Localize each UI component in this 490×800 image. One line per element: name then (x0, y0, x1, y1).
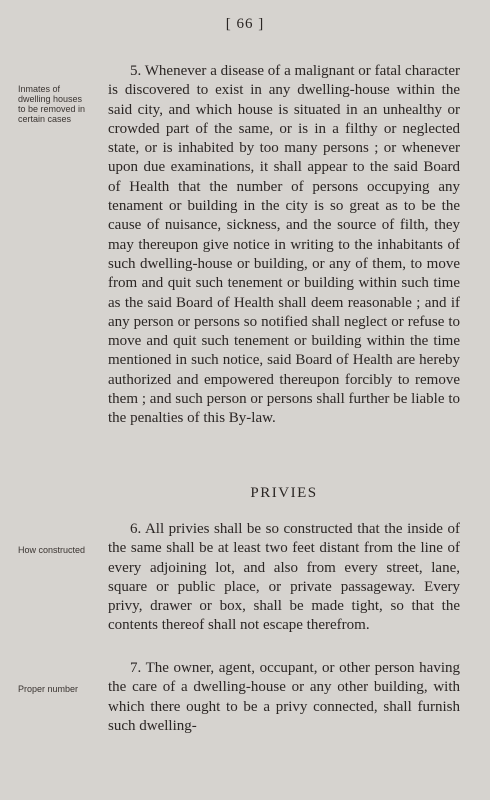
section-7-paragraph: 7. The owner, agent, occupant, or other person having the care of a dwelling-house or any other building, with which there ought to be a privy connected, shall furnish such dwelling- (108, 660, 460, 734)
margin-note-proper-number: Proper number (18, 684, 79, 694)
section-5-paragraph: 5. Whenever a disease of a malignant or fatal character is discovered to exist in any dwelling-house within the said city, and which house is situated in an unhealthy or crowded part of the same, or is in a filthy or neglected state, or is inhabited by too many persons ; or whenever upon due examinations, it shall appear to the said Board of Health that the number of persons occupying any tenament or building in the city is so great as to be the cause of nuisance, sickness, and the source of filth, they may thereupon give notice in writing to the inhabitants of such dwelling-house or building, or any of them, to move from and quit such tenement or building within such time as the said Board of Health shall deem reasonable ; and if any person or persons so notified shall neglect or refuse to move and quit such tenement or building within the time mentioned in such notice, said Board of Health are hereby authorized and empowered thereupon forcibly to remove them ; and such person or persons shall further be liable to the penalties of this By-law. (108, 63, 460, 427)
margin-note-how-constructed: How constructed (18, 545, 86, 555)
margin-note-inmates: Inmates of dwelling houses to be removed in certain cases (18, 84, 86, 124)
page-number: [ 66 ] (225, 16, 265, 32)
section-6-paragraph: 6. All privies shall be so constructed that the inside of the same shall be at least two feet distant from the line of every adjoining lot, and also from every street, lane, square or public place, or private passageway. Every privy, drawer or box, shall be made tight, so that the contents thereof shall not escape therefrom. (108, 521, 460, 634)
section-heading-privies: PRIVIES (250, 485, 318, 501)
